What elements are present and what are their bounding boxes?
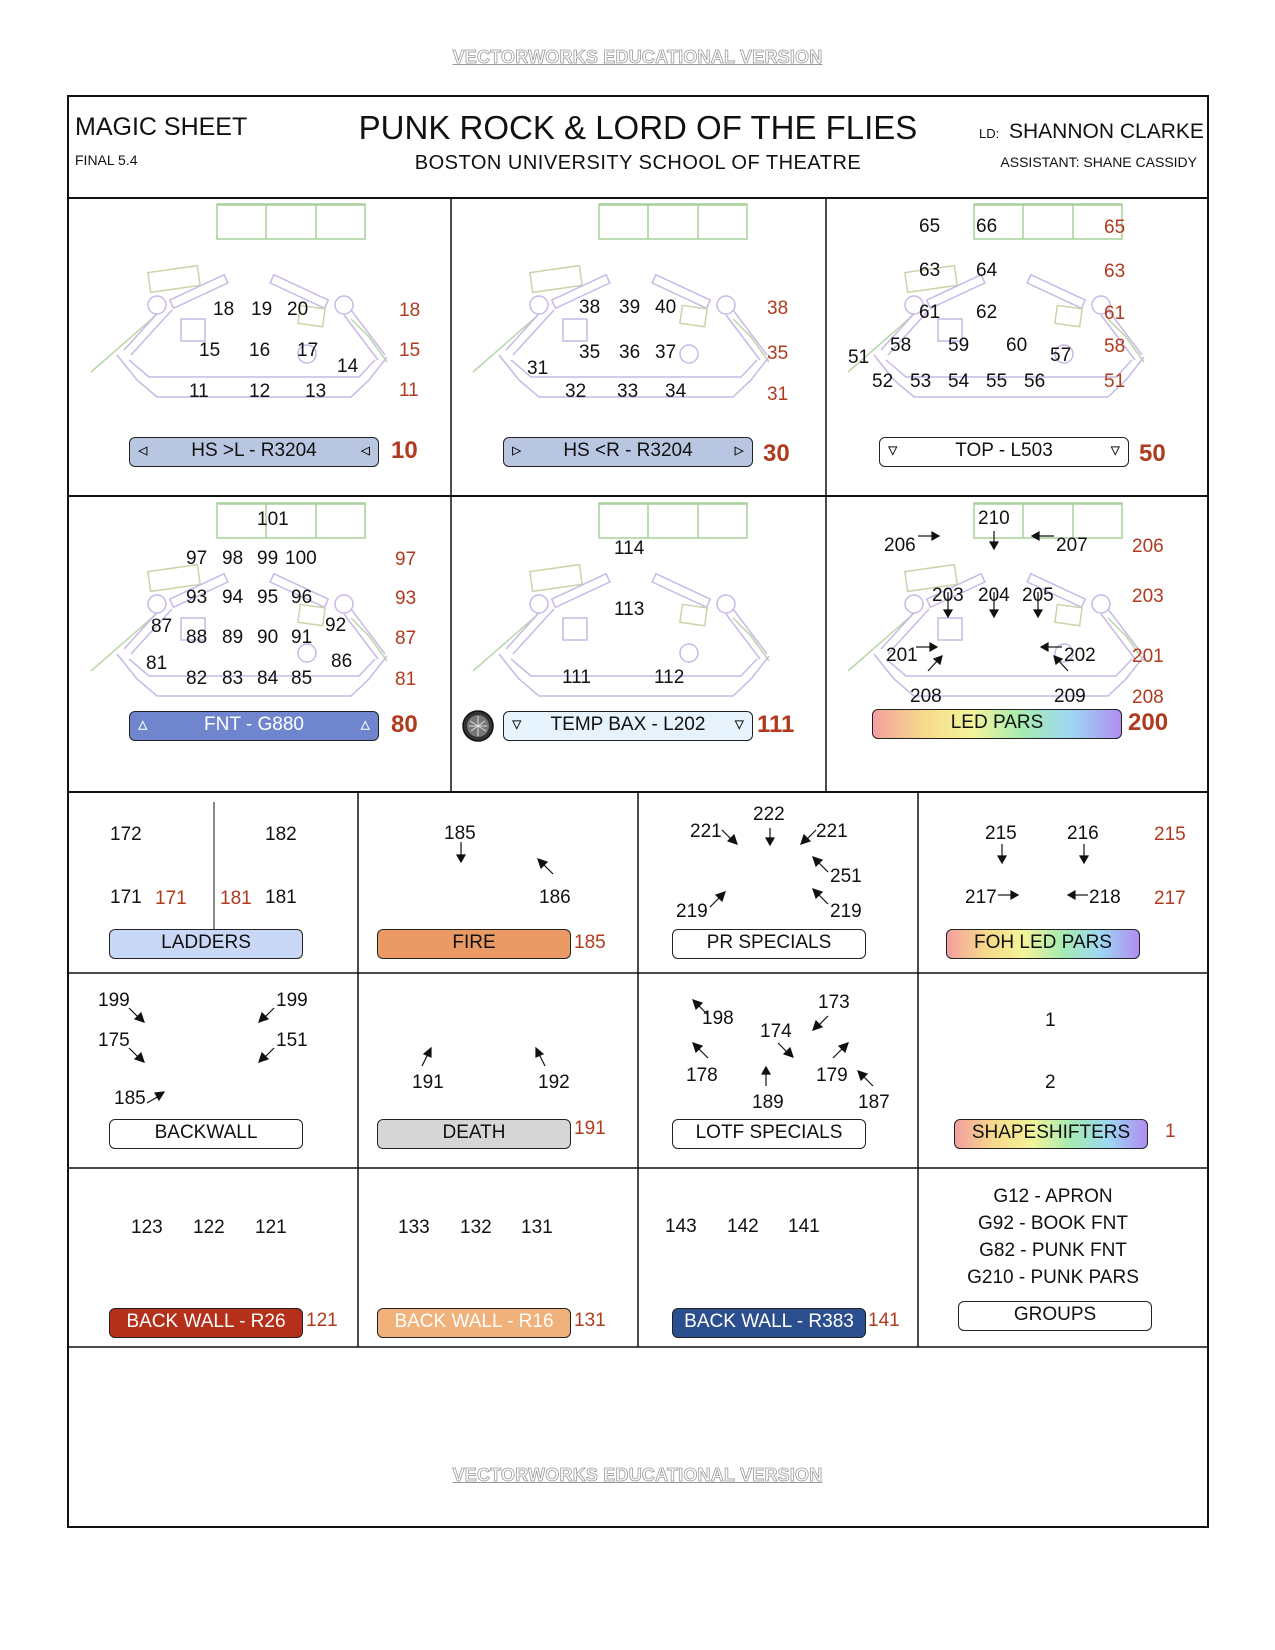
- channel-number: 143: [665, 1216, 697, 1237]
- channel-number: 97: [186, 548, 208, 569]
- channel-number: 86: [331, 651, 353, 672]
- group-label-button[interactable]: [503, 711, 753, 741]
- channel-number: 131: [521, 1217, 553, 1238]
- channel-number: 141: [788, 1216, 820, 1237]
- channel-number: 112: [654, 667, 685, 688]
- group-channel: 200: [1128, 709, 1169, 736]
- focus-direction-icon: ▹: [512, 440, 522, 461]
- cue-number: 15: [399, 340, 421, 361]
- channel-number: 189: [752, 1092, 784, 1113]
- channel-number: 218: [1089, 887, 1121, 908]
- group-label-button[interactable]: DEATH: [377, 1119, 571, 1149]
- channel-number: 98: [222, 548, 244, 569]
- cue-number: 201: [1132, 646, 1164, 667]
- focus-direction-icon: ▿: [734, 714, 744, 735]
- channel-number: 99: [257, 548, 279, 569]
- watermark-top: VECTORWORKS EDUCATIONAL VERSION: [452, 47, 823, 67]
- channel-number: 151: [276, 1030, 308, 1051]
- channel-number: 95: [257, 587, 279, 608]
- channel-number: 206: [884, 535, 916, 556]
- channel-number: 178: [686, 1065, 718, 1086]
- group-channel: 10: [391, 437, 418, 464]
- channel-number: 31: [527, 358, 549, 379]
- group-label-text: TEMP BAX - L202: [550, 714, 706, 735]
- channel-number: 62: [976, 302, 998, 323]
- channel-number: 121: [255, 1217, 287, 1238]
- group-label-text: TOP - L503: [955, 440, 1053, 461]
- group-channel: 50: [1139, 440, 1166, 467]
- channel-number: 14: [337, 356, 359, 377]
- channel-number: 83: [222, 668, 244, 689]
- channel-number: 123: [131, 1217, 163, 1238]
- cue-number: 206: [1132, 536, 1164, 557]
- channel-number: 111: [562, 667, 591, 688]
- group-label-text: HS <R - R3204: [563, 440, 693, 461]
- cue-number: 217: [1154, 888, 1186, 909]
- channel-number: 113: [614, 599, 645, 620]
- panel-top: [826, 197, 1207, 496]
- channel-number: 209: [1054, 686, 1086, 707]
- channel-number: 186: [539, 887, 571, 908]
- channel-number: 17: [297, 340, 319, 361]
- panel-hs-left: [69, 197, 451, 496]
- panel-backwall: [69, 973, 358, 1168]
- channel-number: 93: [186, 587, 208, 608]
- cue-number: 18: [399, 300, 421, 321]
- cue-number: 208: [1132, 687, 1164, 708]
- group-entry: G82 - PUNK FNT: [979, 1240, 1127, 1261]
- group-channel: 111: [757, 711, 795, 738]
- channel-number: 204: [978, 585, 1010, 606]
- channel-number: 179: [816, 1065, 848, 1086]
- channel-number: 142: [727, 1216, 759, 1237]
- channel-number: 185: [114, 1088, 146, 1109]
- group-label-button[interactable]: PR SPECIALS: [672, 929, 866, 959]
- watermark-bottom: VECTORWORKS EDUCATIONAL VERSION: [452, 1465, 823, 1485]
- channel-number: 82: [186, 668, 208, 689]
- group-label-text: LED PARS: [950, 712, 1044, 733]
- channel-number: 52: [872, 371, 894, 392]
- channel-number: 90: [257, 627, 279, 648]
- channel-number: 16: [249, 340, 271, 361]
- channel-number: 88: [186, 627, 208, 648]
- channel-number: 133: [398, 1217, 430, 1238]
- group-label-button[interactable]: LOTF SPECIALS: [672, 1119, 866, 1149]
- channel-number: 37: [655, 342, 677, 363]
- group-label-button[interactable]: FIRE: [377, 929, 571, 959]
- panel-pr-specials: [638, 792, 918, 973]
- channel-number: 114: [614, 538, 645, 559]
- channel-number: 39: [619, 297, 641, 318]
- focus-direction-icon: ▹: [734, 440, 744, 461]
- group-entry: G12 - APRON: [993, 1186, 1113, 1207]
- channel-number: 199: [98, 990, 130, 1011]
- group-channel: 185: [574, 932, 606, 953]
- group-label-button[interactable]: BACKWALL: [109, 1119, 303, 1149]
- channel-number: 173: [818, 992, 850, 1013]
- cue-number: 171: [155, 888, 187, 909]
- panel-lotf-specials: [638, 973, 918, 1168]
- channel-number: 51: [848, 347, 870, 368]
- channel-number: 202: [1064, 645, 1096, 666]
- cue-number: 38: [767, 298, 789, 319]
- channel-number: 81: [146, 653, 168, 674]
- group-channel: 191: [574, 1118, 606, 1139]
- group-label-text: FNT - G880: [204, 714, 304, 735]
- group-label-button[interactable]: BACK WALL - R16: [377, 1308, 571, 1338]
- group-label-button[interactable]: [129, 711, 379, 741]
- cue-number: 97: [395, 549, 417, 570]
- group-label-button[interactable]: [129, 437, 379, 467]
- channel-number: 219: [676, 901, 708, 922]
- panel-shapeshifters: [918, 973, 1207, 1168]
- group-label-button[interactable]: BACK WALL - R26: [109, 1308, 303, 1338]
- focus-direction-icon: ◃: [138, 440, 148, 461]
- channel-number: 34: [665, 381, 687, 402]
- group-channel: 80: [391, 711, 418, 738]
- channel-number: 185: [444, 823, 476, 844]
- ld-name: SHANNON CLARKE: [1009, 120, 1204, 143]
- channel-number: 89: [222, 627, 244, 648]
- channel-number: 54: [948, 371, 970, 392]
- panel-front: [69, 496, 451, 792]
- channel-number: 33: [617, 381, 639, 402]
- channel-number: 174: [760, 1021, 792, 1042]
- channel-number: 172: [110, 824, 142, 845]
- version: FINAL 5.4: [75, 152, 138, 168]
- cue-number: 215: [1154, 824, 1186, 845]
- magic-sheet-frame: [67, 95, 1209, 1528]
- channel-number: 182: [265, 824, 297, 845]
- panel-foh-led-pars: [918, 792, 1207, 973]
- cue-number: 203: [1132, 586, 1164, 607]
- channel-number: 221: [816, 821, 848, 842]
- panel-back-wall-r26: [69, 1168, 358, 1347]
- channel-number: 175: [98, 1030, 130, 1051]
- ld-label: LD:: [979, 126, 1000, 141]
- channel-number: 36: [619, 342, 641, 363]
- channel-number: 222: [753, 804, 785, 825]
- group-label-button[interactable]: [879, 437, 1129, 467]
- channel-number: 216: [1067, 823, 1099, 844]
- channel-number: 100: [285, 548, 317, 569]
- panel-ladders: [69, 792, 358, 973]
- group-entry: G92 - BOOK FNT: [978, 1213, 1128, 1234]
- focus-direction-icon: ▿: [1110, 440, 1120, 461]
- channel-number: 84: [257, 668, 279, 689]
- channel-number: 96: [291, 587, 313, 608]
- cue-number: 35: [767, 343, 789, 364]
- group-channel: 131: [574, 1310, 606, 1331]
- panel-fire: [358, 792, 638, 973]
- cue-number: 87: [395, 628, 417, 649]
- channel-number: 12: [249, 381, 271, 402]
- channel-number: 91: [291, 627, 313, 648]
- cue-number: 181: [220, 888, 252, 909]
- panel-temp-backlight: [451, 496, 826, 792]
- channel-number: 66: [976, 216, 998, 237]
- cue-number: 81: [395, 669, 417, 690]
- group-label-text: HS >L - R3204: [191, 440, 317, 461]
- channel-number: 187: [858, 1092, 890, 1113]
- panel-back-wall-r16: [358, 1168, 638, 1347]
- panel-led-pars: [826, 496, 1207, 792]
- channel-number: 122: [193, 1217, 225, 1238]
- channel-number: 203: [932, 585, 964, 606]
- group-channel: 121: [306, 1310, 338, 1331]
- channel-number: 201: [886, 645, 918, 666]
- channel-number: 219: [830, 901, 862, 922]
- channel-number: 94: [222, 587, 244, 608]
- channel-number: 59: [948, 335, 970, 356]
- channel-number: 15: [199, 340, 221, 361]
- group-label-button[interactable]: GROUPS: [958, 1301, 1152, 1331]
- channel-number: 61: [919, 302, 941, 323]
- channel-number: 215: [985, 823, 1017, 844]
- focus-direction-icon: ▿: [512, 714, 522, 735]
- group-label-button[interactable]: SHAPESHIFTERS: [954, 1119, 1148, 1149]
- channel-number: 20: [287, 299, 309, 320]
- group-entry: G210 - PUNK PARS: [967, 1267, 1139, 1288]
- cue-number: 58: [1104, 336, 1126, 357]
- school-name: BOSTON UNIVERSITY SCHOOL OF THEATRE: [414, 152, 862, 174]
- cue-number: 93: [395, 588, 417, 609]
- group-channel: 141: [868, 1310, 900, 1331]
- channel-number: 132: [460, 1217, 492, 1238]
- channel-number: 221: [690, 821, 722, 842]
- group-label-button[interactable]: FOH LED PARS: [946, 929, 1140, 959]
- channel-number: 210: [978, 508, 1010, 529]
- channel-number: 60: [1006, 335, 1028, 356]
- panel-death: [358, 973, 638, 1168]
- channel-number: 191: [412, 1072, 444, 1093]
- channel-number: 63: [919, 260, 941, 281]
- group-channel: 30: [763, 440, 790, 467]
- group-label-button[interactable]: LADDERS: [109, 929, 303, 959]
- channel-number: 92: [325, 615, 347, 636]
- group-label-button[interactable]: [503, 437, 753, 467]
- channel-number: 171: [110, 887, 142, 908]
- sheet-title: MAGIC SHEET: [75, 113, 248, 141]
- channel-number: 2: [1045, 1072, 1056, 1093]
- channel-number: 32: [565, 381, 587, 402]
- focus-direction-icon: ▿: [888, 440, 898, 461]
- gobo-icon: [461, 709, 495, 743]
- channel-number: 199: [276, 990, 308, 1011]
- channel-number: 40: [655, 297, 677, 318]
- channel-number: 55: [986, 371, 1008, 392]
- channel-number: 207: [1056, 535, 1088, 556]
- group-channel: 1: [1165, 1121, 1176, 1142]
- channel-number: 251: [830, 866, 862, 887]
- cue-number: 61: [1104, 303, 1126, 324]
- show-title: PUNK ROCK & LORD OF THE FLIES: [358, 109, 918, 146]
- channel-number: 85: [291, 668, 313, 689]
- channel-number: 1: [1045, 1010, 1056, 1031]
- channel-number: 56: [1024, 371, 1046, 392]
- channel-number: 205: [1022, 585, 1054, 606]
- assistant-name: ASSISTANT: SHANE CASSIDY: [1000, 154, 1197, 170]
- group-label-button[interactable]: [872, 709, 1122, 739]
- channel-number: 57: [1050, 345, 1072, 366]
- cue-number: 31: [767, 384, 789, 405]
- panel-groups: [918, 1168, 1207, 1347]
- group-label-button[interactable]: BACK WALL - R383: [672, 1308, 866, 1338]
- channel-number: 65: [919, 216, 941, 237]
- channel-number: 35: [579, 342, 601, 363]
- panel-hs-right: [451, 197, 826, 496]
- cue-number: 11: [399, 380, 419, 401]
- channel-number: 53: [910, 371, 932, 392]
- cue-number: 63: [1104, 261, 1126, 282]
- channel-number: 87: [151, 616, 173, 637]
- channel-number: 192: [538, 1072, 570, 1093]
- channel-number: 13: [305, 381, 327, 402]
- channel-number: 101: [257, 509, 289, 530]
- focus-direction-icon: ▵: [138, 714, 148, 735]
- channel-number: 19: [251, 299, 273, 320]
- channel-number: 198: [702, 1008, 734, 1029]
- channel-number: 11: [189, 381, 209, 402]
- channel-number: 38: [579, 297, 601, 318]
- focus-direction-icon: ▵: [360, 714, 370, 735]
- channel-number: 64: [976, 260, 998, 281]
- panel-back-wall-r383: [638, 1168, 918, 1347]
- channel-number: 58: [890, 335, 912, 356]
- cue-number: 51: [1104, 371, 1126, 392]
- channel-number: 217: [965, 887, 997, 908]
- channel-number: 208: [910, 686, 942, 707]
- cue-number: 65: [1104, 217, 1126, 238]
- channel-number: 181: [265, 887, 297, 908]
- focus-direction-icon: ◃: [360, 440, 370, 461]
- channel-number: 18: [213, 299, 235, 320]
